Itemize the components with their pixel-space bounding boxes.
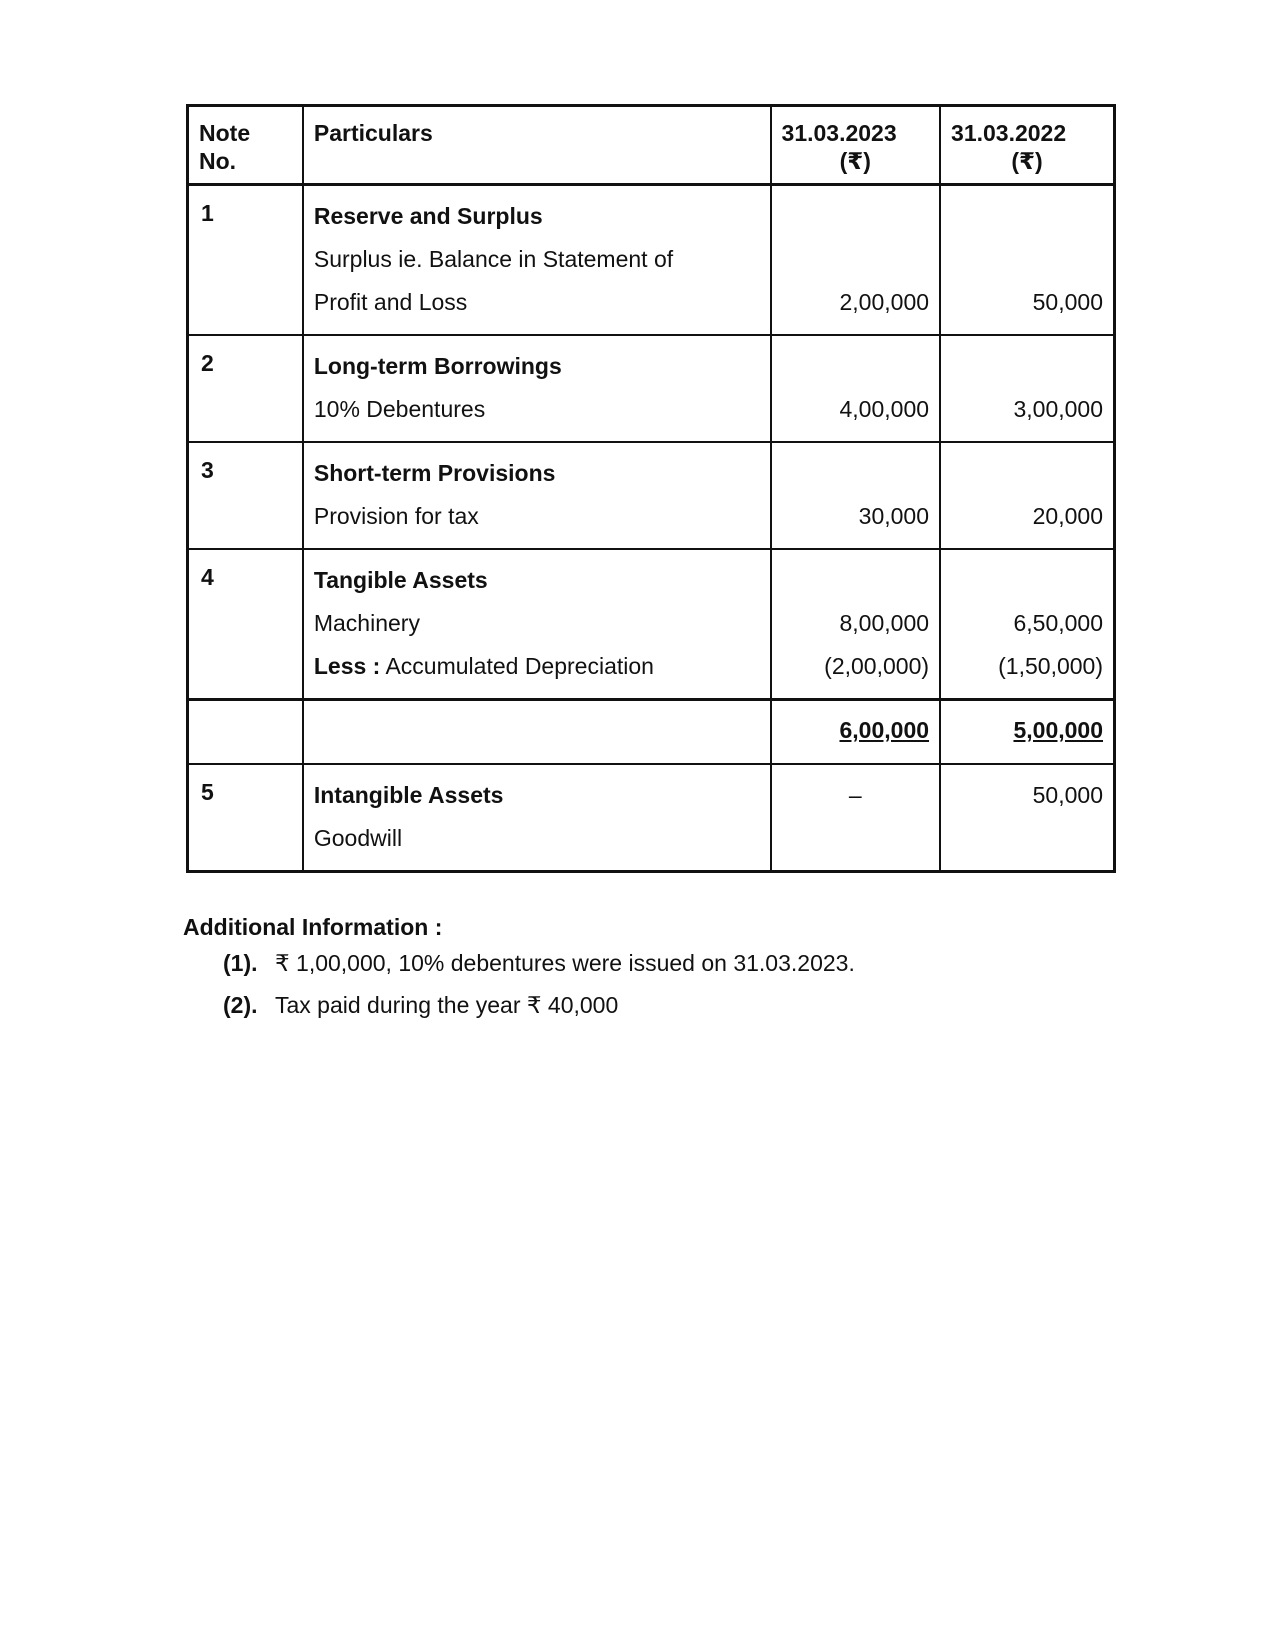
item-index: (2).: [223, 992, 258, 1018]
particulars-cell: [303, 442, 771, 549]
table-row: [188, 185, 1115, 336]
header-2023: 31.03.2023 (₹): [771, 106, 941, 185]
item-index: (1).: [223, 950, 258, 976]
amount-2023-cell: [771, 442, 941, 549]
amount-2022: 3,00,000: [1013, 396, 1103, 422]
table-row: [188, 442, 1115, 549]
amount-2023-cell: [771, 185, 941, 336]
note-number: 5: [188, 764, 303, 872]
table-row: [188, 335, 1115, 442]
amount-2023-cell: [771, 764, 941, 872]
particulars-line: Provision for tax: [313, 503, 479, 529]
list-item: [223, 942, 855, 984]
particulars-line: Surplus ie. Balance in Statement of: [313, 246, 674, 272]
table-row-total: [188, 700, 1115, 765]
header-particulars: Particulars: [303, 106, 771, 185]
notes-table: [186, 104, 1116, 873]
amount-2022-cell: [940, 442, 1114, 549]
amount-2023-cell: [771, 549, 941, 700]
total-2022-cell: [940, 700, 1114, 765]
amount-2023: (2,00,000): [824, 653, 930, 679]
amount-2023-cell: [771, 335, 941, 442]
amount-2023: 30,000: [858, 503, 930, 529]
particulars-line: Machinery: [313, 610, 420, 636]
amount-2022-cell: [940, 764, 1114, 872]
particulars-line: Profit and Loss: [313, 289, 468, 315]
less-text: Accumulated Depreciation: [385, 653, 654, 679]
particulars-cell: [303, 185, 771, 336]
amount-2023: –: [848, 782, 862, 808]
amount-2022: 20,000: [1032, 503, 1103, 529]
table-header-row: [188, 106, 1115, 185]
table-row: [188, 549, 1115, 700]
list-item: [223, 984, 855, 1026]
particulars-cell: [303, 335, 771, 442]
additional-title: Additional Information :: [183, 914, 443, 940]
table-row: [188, 764, 1115, 872]
note-heading: Tangible Assets: [313, 567, 488, 593]
item-text: ₹ 1,00,000, 10% debentures were issued on 31.03.2023.: [275, 950, 855, 976]
total-2022: 5,00,000: [1013, 717, 1103, 743]
amount-2022: 50,000: [1032, 289, 1103, 315]
total-2023: 6,00,000: [839, 717, 930, 743]
empty-cell: [188, 700, 303, 765]
amount-2023: 4,00,000: [839, 396, 930, 422]
header-2022: 31.03.2022 (₹): [940, 106, 1114, 185]
amount-2022: (1,50,000): [998, 653, 1103, 679]
note-heading: Long-term Borrowings: [313, 353, 562, 379]
amount-2022-cell: [940, 549, 1114, 700]
note-heading: Intangible Assets: [313, 782, 504, 808]
amount-2023: 2,00,000: [839, 289, 930, 315]
particulars-line: Goodwill: [313, 825, 403, 851]
amount-2022: 6,50,000: [1013, 610, 1103, 636]
amount-2022-cell: [940, 335, 1114, 442]
note-number: 2: [188, 335, 303, 442]
empty-cell: [303, 700, 771, 765]
total-2023-cell: [771, 700, 941, 765]
additional-information: [183, 912, 855, 1026]
less-label: Less :: [313, 653, 381, 679]
note-heading: Reserve and Surplus: [313, 203, 543, 229]
amount-2023: 8,00,000: [839, 610, 930, 636]
particulars-cell: [303, 764, 771, 872]
note-number: 1: [188, 185, 303, 336]
particulars-cell: [303, 549, 771, 700]
amount-2022-cell: [940, 185, 1114, 336]
particulars-line: 10% Debentures: [313, 396, 486, 422]
amount-2022: 50,000: [1032, 782, 1103, 808]
note-heading: Short-term Provisions: [313, 460, 556, 486]
header-note-no: Note No.: [188, 106, 303, 185]
note-number: 3: [188, 442, 303, 549]
particulars-line: [314, 645, 760, 688]
item-text: Tax paid during the year ₹ 40,000: [275, 992, 619, 1018]
note-number: 4: [188, 549, 303, 700]
